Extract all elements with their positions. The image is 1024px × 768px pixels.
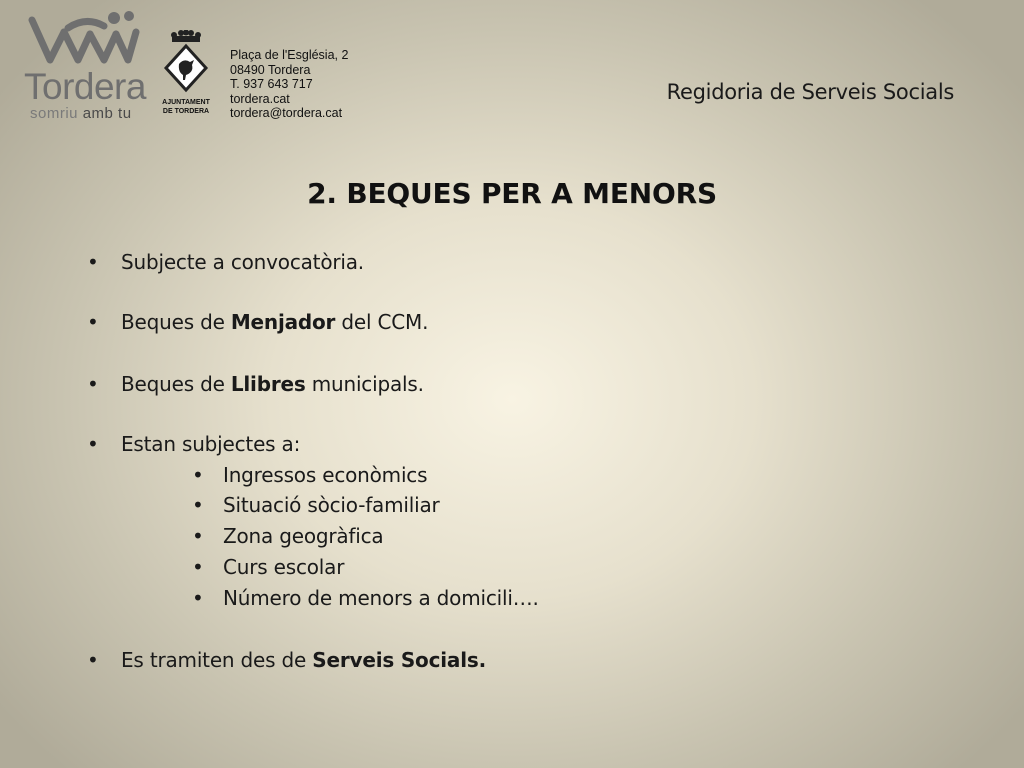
email-line: tordera@tordera.cat [230, 106, 343, 121]
crest-label: AJUNTAMENT DE TORDERA [162, 99, 210, 115]
logo-slogan-part2: amb tu [82, 105, 132, 122]
sub-list-item [192, 463, 428, 487]
address-line: 08490 Tordera [230, 62, 311, 77]
sub-list-item-text: Número de menors a domicili…. [223, 586, 539, 610]
slide-title: 2. BEQUES PER A MENORS [307, 177, 717, 210]
list-item-text: Es tramiten des de [121, 648, 313, 672]
sub-list-item-text: Situació sòcio-familiar [223, 493, 440, 517]
bullet-icon: • [87, 432, 99, 456]
bullet-icon: • [192, 555, 204, 579]
sub-list-item [192, 493, 440, 517]
list-item [87, 648, 486, 672]
bullet-icon: • [87, 250, 99, 274]
list-item-text: Beques de [121, 372, 231, 396]
list-item-bold: Llibres [230, 372, 306, 396]
sub-list-item-text: Curs escolar [223, 555, 345, 579]
phone-line: T. 937 643 717 [230, 77, 313, 92]
list-item-bold: Menjador [230, 310, 336, 334]
bullet-icon: • [192, 524, 204, 548]
list-item [87, 250, 364, 274]
bullet-icon: • [192, 463, 204, 487]
list-item-bold: Serveis Socials. [312, 648, 486, 672]
sub-list-item-text: Ingressos econòmics [223, 463, 428, 487]
sub-list-item-text: Zona geogràfica [223, 524, 384, 548]
list-item-text: Beques de [121, 310, 231, 334]
sub-list-item [192, 555, 345, 579]
bullet-icon: • [87, 372, 99, 396]
bullet-icon: • [192, 586, 204, 610]
sub-list-item [192, 524, 384, 548]
list-item-text: del CCM. [335, 310, 429, 334]
logo-name: Tordera [24, 66, 146, 107]
list-item-text: Subjecte a convocatòria. [121, 250, 364, 274]
bullet-icon: • [87, 648, 99, 672]
logo-slogan-part1: somriu [30, 105, 79, 122]
department-name: Regidoria de Serveis Socials [666, 80, 954, 104]
list-item [87, 372, 424, 396]
list-item [87, 432, 301, 456]
address-line: Plaça de l'Església, 2 [230, 48, 349, 62]
list-item-text: Estan subjectes a: [121, 432, 301, 456]
website-line: tordera.cat [230, 91, 290, 106]
bullet-icon: • [192, 493, 204, 517]
sub-list-item [192, 586, 539, 610]
bullet-icon: • [87, 310, 99, 334]
list-item-text: municipals. [305, 372, 424, 396]
list-item [87, 310, 429, 334]
